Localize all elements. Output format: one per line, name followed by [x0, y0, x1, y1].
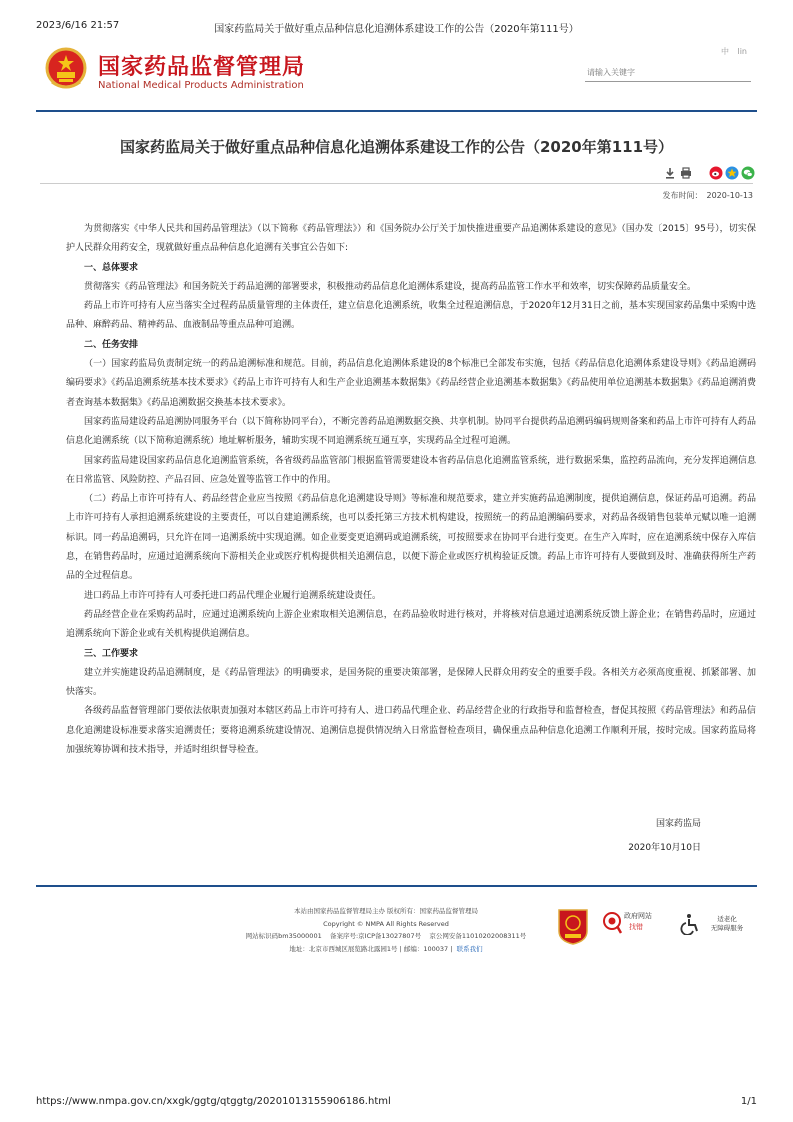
signature-org: 国家药监局: [655, 819, 701, 829]
print-header: [36, 20, 757, 34]
paragraph: 国家药监局建设国家药品信息化追溯监管系统，各省级药品监管部门根据监管需要建设本省药品信息化追溯监管系统，进行数据采集，监控药品流向，充分发挥追溯信息在日常监管、风险防控、产品召回、应急处置等监管工作中的作用。: [66, 455, 756, 485]
title-divider: [40, 183, 753, 184]
article-title: 国家药监局关于做好重点品种信息化追溯体系建设工作的公告（2020年第111号）: [119, 138, 674, 156]
paragraph: 进口药品上市许可持有人可委托进口药品代理企业履行追溯系统建设责任。: [84, 590, 382, 601]
footer-icp[interactable]: 备案序号:京ICP备13027807号: [329, 932, 422, 940]
paragraph: 为贯彻落实《中华人民共和国药品管理法》（以下简称《药品管理法》）和《国务院办公厅关于加快推进重要产品追溯体系建设的意见》（国办发〔2015〕95号），切实保护人民群众用药安全，现就做好重点品种信息化追溯有关事宜公告如下:: [66, 224, 756, 254]
section-heading: 一、总体要求: [84, 262, 139, 273]
signature-block: [561, 812, 701, 860]
wechat-share-icon[interactable]: [741, 166, 755, 180]
section-heading: 三、工作要求: [84, 648, 139, 659]
print-datetime: 2023/6/16 21:57: [36, 20, 120, 31]
party-organ-badge-icon[interactable]: [556, 907, 590, 945]
print-page-title: 国家药监局关于做好重点品种信息化追溯体系建设工作的公告（2020年第111号）: [214, 24, 579, 35]
header-divider: [36, 110, 757, 112]
paragraph: 各级药品监督管理部门要依法依职责加强对本辖区药品上市许可持有人、进口药品代理企业、药品经营企业的行政指导和监督检查，督促其按照《药品管理法》和药品信息化追溯建设标准要求落实追溯责任；要将追溯系统建设情况、追溯信息提供情况纳入日常监督检查项目，确保重点品种信息化追溯工作顺利开展，按时完成。国家药监局将加强统筹协调和技术指导，并适时组织督导检查。: [66, 706, 756, 756]
paragraph: 国家药监局建设药品追溯协同服务平台（以下简称协同平台），不断完善药品追溯数据交换、共享机制。协同平台提供药品追溯码编码规则备案和药品上市许可持有人药品信息化追溯系统（以下简称追溯系统）地址解析服务，辅助实现不同追溯系统互通互享，实现药品全过程可追溯。: [66, 416, 756, 447]
footer-registration: [216, 930, 556, 943]
accessibility-line2: 无障碍服务: [710, 924, 744, 932]
download-icon[interactable]: [663, 166, 677, 180]
paragraph: 建立并实施建设药品追溯制度，是《药品管理法》的明确要求，是国务院的重要决策部署，是保障人民群众用药安全的重要手段。各相关方必须高度重视、抓紧部署、加快落实。: [66, 667, 756, 698]
site-header: [40, 44, 753, 100]
footer-address-line: [216, 943, 556, 956]
accessibility-badge[interactable]: [680, 913, 760, 939]
accessibility-line1: 适老化: [717, 915, 737, 923]
publish-date-label: 发布时间：: [662, 191, 703, 200]
publish-date: [659, 190, 754, 201]
paragraph: 药品经营企业在采购药品时，应通过追溯系统向上游企业索取相关追溯信息，在药品验收时进行核对，并将核对信息通过追溯系统反馈上游企业；在销售药品时，应通过追溯系统向下游企业或有关机构提供追溯信息。: [66, 609, 756, 640]
gov-site-error-report-badge[interactable]: [602, 909, 672, 939]
footer-site-id: 网站标识码bm35000001: [245, 932, 322, 940]
site-footer: [36, 905, 757, 965]
paragraph: （二）药品上市许可持有人、药品经营企业应当按照《药品信息化追溯建设导则》等标准和规范要求，建立并实施药品追溯制度，提供追溯信息，保证药品可追溯。药品上市许可持有人承担追溯系统建设的主要责任，可以自建追溯系统，也可以委托第三方技术机构建设，按照统一的药品追溯编码要求，对药品各级销售包装单元赋以唯一追溯标识。同一药品追溯码，只允许在同一追溯系统中实现追溯。如企业要变更追溯码或追溯系统，可按照要求在协同平台进行变更。在生产入库时，应在追溯系统中保存入库信息，在销售药品时，应通过追溯系统向下游相关企业或医疗机构提供相关追溯信息，以便下游企业或医疗机构验证反馈。药品上市许可持有人要做到及时、准确获得所生产药品的全过程信息。: [66, 494, 756, 582]
accessibility-label: [702, 915, 752, 933]
paragraph: 贯彻落实《药品管理法》和国务院关于药品追溯的部署要求，积极推动药品信息化追溯体系建设，提高药品监管工作水平和效率，切实保障药品质量安全。: [84, 281, 697, 292]
gov-site-error-icon: [602, 911, 622, 935]
site-name-cn: 国家药品监督管理局: [98, 55, 306, 80]
gov-site-sub-label: 找错: [629, 923, 643, 931]
lang-zh-link[interactable]: 中: [720, 47, 729, 56]
footer-copyright: Copyright © NMPA All Rights Reserved: [323, 919, 449, 928]
footer-divider: [36, 885, 757, 887]
paragraph: （一）国家药监局负责制定统一的药品追溯标准和规范。目前，药品信息化追溯体系建设的8个标准已全部发布实施，包括《药品信息化追溯体系建设导则》《药品追溯码编码要求》《药品追溯系统基本技术要求》《药品上市许可持有人和生产企业追溯基本数据集》《药品经营企业追溯基本数据集》《药品使用单位追溯基本数据集》《药品追溯消费者查询基本数据集》《药品追溯数据交换基本技术要求》。: [66, 359, 756, 408]
contact-us-link[interactable]: 联系我们: [456, 944, 483, 953]
footer-sponsor: 本站由国家药品监督管理局主办 版权所有：国家药品监督管理局: [293, 907, 479, 915]
site-name-en: National Medical Products Administration: [98, 80, 304, 91]
print-footer: [36, 1096, 757, 1110]
print-icon[interactable]: [679, 166, 693, 180]
article-body: [66, 220, 756, 760]
gov-site-label: 政府网站: [624, 912, 652, 920]
publish-date-value: 2020-10-13: [706, 191, 753, 200]
footer-address: 地址：北京市西城区展览路北露园1号 | 邮编：100037 |: [289, 944, 453, 953]
language-switch: [715, 46, 747, 57]
section-heading: 二、任务安排: [84, 339, 139, 350]
weibo-share-icon[interactable]: [709, 166, 723, 180]
footer-info: [216, 905, 556, 955]
paragraph: 药品上市许可持有人应当落实全过程药品质量管理的主体责任，建立信息化追溯系统，收集全过程追溯信息，于2020年12月31日之前，基本实现国家药品集中采购中选品种、麻醉药品、精神药品、血液制品等重点品种可追溯。: [66, 301, 756, 331]
print-url: https://www.nmpa.gov.cn/xxgk/ggtg/qtggtg/20201013155906186.html: [36, 1096, 391, 1107]
qzone-share-icon[interactable]: [725, 166, 739, 180]
footer-police[interactable]: 京公网安备11010202008311号: [429, 932, 527, 940]
print-page-number: 1/1: [740, 1096, 757, 1107]
wheelchair-icon: [680, 913, 700, 935]
lang-en-link[interactable]: lin: [737, 47, 747, 56]
search-input[interactable]: [585, 64, 751, 82]
signature-date: 2020年10月10日: [628, 843, 701, 853]
national-emblem-logo-icon[interactable]: [44, 46, 88, 92]
